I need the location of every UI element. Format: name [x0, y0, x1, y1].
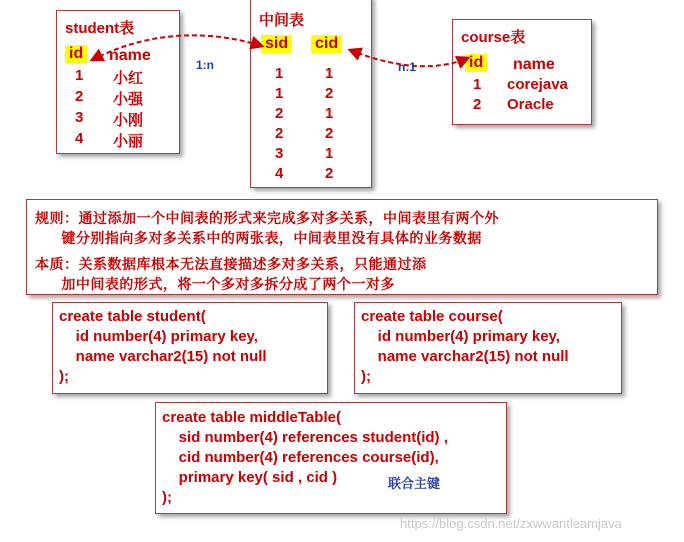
sql-middle-line-3: cid number(4) references course(id),	[162, 449, 439, 466]
student-row-1-id: 1	[75, 67, 84, 84]
middle-row-1-cid: 1	[325, 65, 334, 82]
ratio-one-to-many: 1:n	[196, 58, 214, 72]
essence-line-1: 本质：关系数据库根本无法直接描述多对多关系，只能通过添	[35, 256, 427, 272]
middle-row-3-sid: 2	[275, 105, 284, 122]
sql-student-line-4: );	[59, 368, 69, 385]
middle-table-title: 中间表	[259, 12, 305, 29]
middle-row-1-sid: 1	[275, 65, 284, 82]
sql-middle-line-1: create table middleTable(	[162, 409, 341, 426]
student-header-name: name	[109, 47, 151, 64]
middle-header-cid: cid	[311, 35, 342, 53]
sql-student-line-2: id number(4) primary key,	[59, 328, 258, 345]
middle-row-5-cid: 1	[325, 145, 334, 162]
middle-row-6-sid: 4	[275, 165, 284, 182]
student-row-4-name: 小丽	[113, 133, 144, 150]
middle-row-2-sid: 1	[275, 85, 284, 102]
course-row-2-name: Oracle	[507, 96, 554, 113]
student-row-4-id: 4	[75, 130, 84, 147]
course-header-name: name	[513, 56, 555, 73]
middle-row-3-cid: 1	[325, 105, 334, 122]
middle-header-sid: sid	[261, 35, 292, 53]
student-row-1-name: 小红	[113, 70, 144, 87]
sql-course-line-3: name varchar2(15) not null	[361, 348, 569, 365]
sql-student-line-3: name varchar2(15) not null	[59, 348, 267, 365]
rule-box	[26, 199, 658, 295]
essence-line-2: 加中间表的形式，将一个多对多拆分成了两个一对多	[35, 276, 395, 292]
student-header-id: id	[65, 45, 87, 63]
middle-row-4-sid: 2	[275, 125, 284, 142]
sql-student-box	[52, 302, 328, 394]
course-row-1-name: corejava	[507, 76, 568, 93]
sql-course-box	[354, 302, 622, 394]
course-row-2-id: 2	[473, 96, 482, 113]
student-table-title: student表	[65, 20, 135, 37]
arrow-student-middle	[92, 35, 262, 60]
middle-row-2-cid: 2	[325, 85, 334, 102]
sql-course-line-1: create table course(	[361, 308, 503, 325]
student-row-2-id: 2	[75, 88, 84, 105]
middle-row-4-cid: 2	[325, 125, 334, 142]
sql-middle-line-4: primary key( sid , cid )	[162, 469, 338, 486]
middle-row-5-sid: 3	[275, 145, 284, 162]
course-table-title: course表	[461, 29, 526, 46]
composite-key-annotation: 联合主键	[388, 476, 441, 491]
middle-row-6-cid: 2	[325, 165, 334, 182]
rule-line-1: 规则：通过添加一个中间表的形式来完成多对多关系，中间表里有两个外	[35, 210, 499, 226]
sql-course-line-4: );	[361, 368, 371, 385]
sql-student-line-1: create table student(	[59, 308, 206, 325]
student-row-3-name: 小刚	[113, 112, 144, 129]
sql-course-line-2: id number(4) primary key,	[361, 328, 560, 345]
sql-middle-box	[155, 402, 507, 514]
sql-middle-line-5: );	[162, 489, 172, 506]
course-header-id: id	[465, 54, 487, 72]
student-row-2-name: 小强	[113, 91, 144, 108]
watermark: https://blog.csdn.net/zxwwantleamjava	[400, 516, 622, 531]
course-row-1-id: 1	[473, 76, 482, 93]
ratio-many-to-one: n:1	[398, 60, 416, 74]
student-row-3-id: 3	[75, 109, 84, 126]
sql-middle-line-2: sid number(4) references student(id) ,	[162, 429, 448, 446]
rule-line-2: 键分别指向多对多关系中的两张表，中间表里没有具体的业务数据	[35, 230, 482, 246]
